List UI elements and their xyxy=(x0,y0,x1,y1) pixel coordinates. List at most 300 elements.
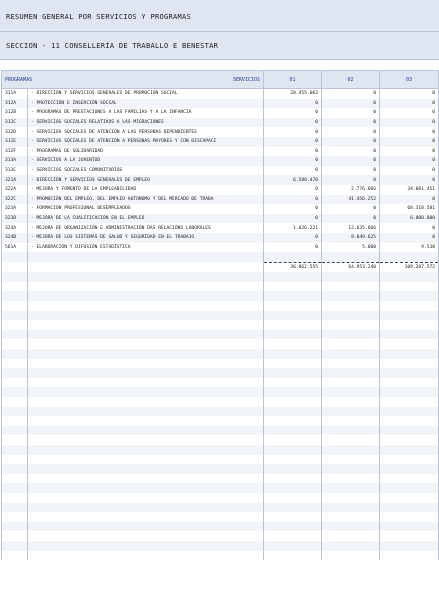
amount-03: 0 xyxy=(380,156,439,166)
program-description: - PROGRAMAS DE SOLIDARIDAD xyxy=(28,147,264,157)
empty-cell xyxy=(264,272,322,282)
empty-row xyxy=(2,291,439,301)
empty-cell xyxy=(380,320,439,330)
empty-cell xyxy=(380,378,439,388)
empty-row xyxy=(2,339,439,349)
empty-cell xyxy=(322,397,380,407)
amount-02: 0 xyxy=(322,108,380,118)
table-body xyxy=(2,89,439,561)
table-row xyxy=(2,214,439,224)
empty-cell xyxy=(28,455,264,465)
empty-cell xyxy=(322,272,380,282)
empty-cell xyxy=(380,493,439,503)
empty-cell xyxy=(2,339,28,349)
empty-cell xyxy=(264,455,322,465)
empty-cell xyxy=(28,359,264,369)
empty-cell xyxy=(380,426,439,436)
empty-cell xyxy=(322,522,380,532)
column-header-02: 02 xyxy=(322,71,380,89)
table-row xyxy=(2,195,439,205)
empty-cell xyxy=(322,407,380,417)
empty-row xyxy=(2,522,439,532)
empty-cell xyxy=(28,272,264,282)
program-description: - SERVICIOS SOCIALES RELATIVOS A LAS MIGRACIONES xyxy=(28,118,264,128)
servicios-header: SERVICIOS xyxy=(232,77,260,83)
empty-cell xyxy=(322,493,380,503)
amount-03: 6.000.000 xyxy=(380,214,439,224)
empty-cell xyxy=(28,311,264,321)
table-row xyxy=(2,204,439,214)
empty-cell xyxy=(2,512,28,522)
amount-01: 28.455.063 xyxy=(264,89,322,99)
table-row xyxy=(2,175,439,185)
amount-02: 0 xyxy=(322,175,380,185)
amount-02: 12.635.666 xyxy=(322,223,380,233)
empty-cell xyxy=(322,311,380,321)
empty-cell xyxy=(2,522,28,532)
empty-cell xyxy=(2,407,28,417)
empty-cell xyxy=(322,282,380,292)
empty-cell xyxy=(28,397,264,407)
amount-02: 0 xyxy=(322,118,380,128)
empty-cell xyxy=(380,311,439,321)
program-code: 324B xyxy=(2,233,28,243)
amount-02: 0 xyxy=(322,156,380,166)
empty-cell xyxy=(2,262,28,272)
program-code: 312E xyxy=(2,137,28,147)
empty-cell xyxy=(322,474,380,484)
column-header-03: 03 xyxy=(380,71,439,89)
empty-cell xyxy=(264,311,322,321)
table-row xyxy=(2,118,439,128)
empty-cell xyxy=(264,416,322,426)
amount-01: 0 xyxy=(264,195,322,205)
empty-cell xyxy=(28,474,264,484)
empty-cell xyxy=(322,435,380,445)
empty-cell xyxy=(264,349,322,359)
empty-row xyxy=(2,349,439,359)
empty-cell xyxy=(264,282,322,292)
program-code: 312D xyxy=(2,127,28,137)
total-01: 36.062.555 xyxy=(264,262,322,272)
empty-row xyxy=(2,493,439,503)
table-row xyxy=(2,185,439,195)
empty-cell xyxy=(2,397,28,407)
empty-cell xyxy=(380,483,439,493)
empty-cell xyxy=(2,416,28,426)
amount-02: 0 xyxy=(322,204,380,214)
empty-row xyxy=(2,512,439,522)
empty-row xyxy=(2,483,439,493)
program-description: - FORMACIÓN PROFESIONAL DESEMPLEADOS xyxy=(28,204,264,214)
empty-cell xyxy=(264,320,322,330)
empty-cell xyxy=(28,252,264,262)
totals-row xyxy=(2,262,439,272)
total-03: 109.207.572 xyxy=(380,262,439,272)
table-row xyxy=(2,89,439,99)
empty-cell xyxy=(322,551,380,561)
program-description: - ELABORACIÓN Y DIFUSIÓN ESTADÍSTICA xyxy=(28,243,264,253)
amount-03: 0 xyxy=(380,147,439,157)
empty-cell xyxy=(380,551,439,561)
empty-cell xyxy=(2,551,28,561)
empty-cell xyxy=(264,339,322,349)
empty-cell xyxy=(380,512,439,522)
program-description: - SERVICIOS A LA JUVENTUD xyxy=(28,156,264,166)
report-title: RESUMEN GENERAL POR SERVICIOS Y PROGRAMAS xyxy=(6,13,192,21)
empty-cell xyxy=(380,531,439,541)
empty-row xyxy=(2,551,439,561)
program-description: - SERVICIOS SOCIALES DE ATENCIÓN A LAS PERSONAS DEPENDIENTES xyxy=(28,127,264,137)
empty-cell xyxy=(264,512,322,522)
empty-row xyxy=(2,282,439,292)
empty-cell xyxy=(322,339,380,349)
empty-cell xyxy=(380,330,439,340)
empty-cell xyxy=(28,445,264,455)
amount-03: 68.318.581 xyxy=(380,204,439,214)
report-title-bar xyxy=(0,0,439,32)
empty-cell xyxy=(322,455,380,465)
table-header-row xyxy=(2,71,439,89)
empty-cell xyxy=(28,330,264,340)
empty-cell xyxy=(380,474,439,484)
empty-cell xyxy=(28,512,264,522)
program-code: 313C xyxy=(2,166,28,176)
empty-cell xyxy=(264,474,322,484)
empty-cell xyxy=(380,464,439,474)
empty-cell xyxy=(264,483,322,493)
empty-cell xyxy=(322,378,380,388)
empty-cell xyxy=(380,407,439,417)
empty-cell xyxy=(322,503,380,513)
empty-cell xyxy=(2,483,28,493)
program-code: 312C xyxy=(2,118,28,128)
empty-cell xyxy=(2,272,28,282)
program-code: 321A xyxy=(2,175,28,185)
program-code: 322C xyxy=(2,195,28,205)
empty-cell xyxy=(28,426,264,436)
empty-cell xyxy=(380,339,439,349)
empty-row xyxy=(2,272,439,282)
empty-row xyxy=(2,330,439,340)
empty-cell xyxy=(264,445,322,455)
empty-row xyxy=(2,541,439,551)
empty-row xyxy=(2,531,439,541)
empty-cell xyxy=(28,541,264,551)
empty-cell xyxy=(380,282,439,292)
empty-cell xyxy=(380,503,439,513)
empty-cell xyxy=(28,262,264,272)
amount-03: 0 xyxy=(380,166,439,176)
empty-cell xyxy=(2,359,28,369)
amount-01: 0 xyxy=(264,156,322,166)
programas-header: PROGRAMAS xyxy=(5,76,33,83)
empty-cell xyxy=(28,416,264,426)
program-code: 312B xyxy=(2,108,28,118)
amount-01: 0 xyxy=(264,204,322,214)
empty-cell xyxy=(28,464,264,474)
program-description: - MEJORA DE LA CUALIFICACIÓN EN EL EMPLEO xyxy=(28,214,264,224)
empty-cell xyxy=(28,291,264,301)
column-header-01: 01 xyxy=(264,71,322,89)
table-row xyxy=(2,137,439,147)
program-description: - MEJORA DE ORGANIZACIÓN E ADMINISTRACIÓN DAS RELACIÓNS LABORALES xyxy=(28,223,264,233)
amount-01: 0 xyxy=(264,147,322,157)
empty-cell xyxy=(2,464,28,474)
section-title: SECCION - 11 CONSELLERÍA DE TRABALLO E BENESTAR xyxy=(6,42,219,50)
empty-cell xyxy=(380,416,439,426)
amount-01: 0 xyxy=(264,108,322,118)
empty-cell xyxy=(264,407,322,417)
empty-cell xyxy=(380,252,439,262)
amount-01: 0 xyxy=(264,233,322,243)
amount-03: 0 xyxy=(380,108,439,118)
empty-cell xyxy=(28,349,264,359)
section-bar xyxy=(0,32,439,60)
empty-cell xyxy=(28,531,264,541)
empty-cell xyxy=(264,387,322,397)
amount-03: 0 xyxy=(380,99,439,109)
empty-row xyxy=(2,311,439,321)
empty-cell xyxy=(28,339,264,349)
empty-cell xyxy=(264,435,322,445)
empty-cell xyxy=(2,541,28,551)
programas-servicios-header xyxy=(2,71,264,89)
empty-cell xyxy=(2,426,28,436)
empty-row xyxy=(2,378,439,388)
empty-cell xyxy=(380,359,439,369)
empty-cell xyxy=(28,378,264,388)
program-description: - MEJORA DE LOS SISTEMAS DE SALUD Y SEGURIDAD EN EL TRABAJO xyxy=(28,233,264,243)
empty-cell xyxy=(264,541,322,551)
amount-02: 0 xyxy=(322,166,380,176)
empty-cell xyxy=(322,416,380,426)
empty-cell xyxy=(322,368,380,378)
empty-cell xyxy=(2,435,28,445)
empty-cell xyxy=(28,320,264,330)
amount-02: 0 xyxy=(322,147,380,157)
empty-cell xyxy=(2,330,28,340)
amount-03: 0 xyxy=(380,233,439,243)
empty-cell xyxy=(2,445,28,455)
table-row xyxy=(2,223,439,233)
empty-row xyxy=(2,435,439,445)
empty-cell xyxy=(264,252,322,262)
empty-cell xyxy=(2,387,28,397)
empty-cell xyxy=(322,512,380,522)
empty-cell xyxy=(322,320,380,330)
empty-cell xyxy=(322,483,380,493)
table-row xyxy=(2,147,439,157)
empty-cell xyxy=(322,445,380,455)
program-code: 312A xyxy=(2,99,28,109)
empty-cell xyxy=(28,387,264,397)
amount-01: 1.026.221 xyxy=(264,223,322,233)
empty-cell xyxy=(28,368,264,378)
empty-cell xyxy=(380,349,439,359)
empty-cell xyxy=(322,359,380,369)
empty-cell xyxy=(322,464,380,474)
empty-cell xyxy=(28,551,264,561)
empty-cell xyxy=(322,349,380,359)
empty-cell xyxy=(2,301,28,311)
empty-cell xyxy=(2,252,28,262)
empty-cell xyxy=(380,291,439,301)
empty-cell xyxy=(264,503,322,513)
empty-cell xyxy=(322,531,380,541)
program-description: - DIRECCIÓN Y SERVICIOS GENERALES DE PROMOCIÓN SOCIAL xyxy=(28,89,264,99)
empty-cell xyxy=(380,301,439,311)
total-02: 64.953.240 xyxy=(322,262,380,272)
empty-cell xyxy=(380,397,439,407)
empty-row xyxy=(2,445,439,455)
amount-02: 0 xyxy=(322,137,380,147)
amount-02: 0 xyxy=(322,89,380,99)
empty-row xyxy=(2,397,439,407)
table-row xyxy=(2,99,439,109)
empty-cell xyxy=(2,291,28,301)
amount-03: 9.530 xyxy=(380,243,439,253)
empty-cell xyxy=(264,493,322,503)
empty-cell xyxy=(28,503,264,513)
amount-02: 41.456.252 xyxy=(322,195,380,205)
program-code: 322A xyxy=(2,185,28,195)
empty-cell xyxy=(2,378,28,388)
program-code: 313A xyxy=(2,156,28,166)
amount-01: 0 xyxy=(264,214,322,224)
empty-row xyxy=(2,301,439,311)
empty-row xyxy=(2,464,439,474)
empty-cell xyxy=(264,368,322,378)
program-code: 323A xyxy=(2,204,28,214)
table-row xyxy=(2,166,439,176)
amount-01: 0 xyxy=(264,118,322,128)
amount-03: 0 xyxy=(380,137,439,147)
empty-cell xyxy=(2,493,28,503)
amount-01: 6.580.470 xyxy=(264,175,322,185)
empty-cell xyxy=(28,407,264,417)
empty-cell xyxy=(264,291,322,301)
empty-cell xyxy=(2,455,28,465)
amount-02: 0 xyxy=(322,99,380,109)
program-description: - DIRECCIÓN Y SERVICIOS GENERALES DE EMPLEO xyxy=(28,175,264,185)
table-row xyxy=(2,233,439,243)
amount-03: 0 xyxy=(380,127,439,137)
summary-table xyxy=(1,70,439,560)
empty-cell xyxy=(322,291,380,301)
empty-cell xyxy=(264,330,322,340)
table-row xyxy=(2,108,439,118)
spacer-row xyxy=(2,252,439,262)
program-description: - MEJORA Y FOMENTO DE LA EMPLEABILIDAD xyxy=(28,185,264,195)
table-row xyxy=(2,243,439,253)
empty-cell xyxy=(28,493,264,503)
program-description: - PROMOCIÓN DEL EMPLEO, DEL EMPLEO AUTÓNOMO Y DEL MERCADO DE TRABA xyxy=(28,195,264,205)
empty-row xyxy=(2,503,439,513)
amount-03: 0 xyxy=(380,175,439,185)
empty-cell xyxy=(380,435,439,445)
empty-cell xyxy=(28,483,264,493)
empty-row xyxy=(2,407,439,417)
empty-cell xyxy=(28,282,264,292)
empty-cell xyxy=(2,349,28,359)
empty-row xyxy=(2,320,439,330)
empty-cell xyxy=(264,378,322,388)
program-description: - SERVICIOS SOCIALES DE ATENCIÓN A PERSONAS MAYORES Y CON DISCAPACI xyxy=(28,137,264,147)
amount-01: 0 xyxy=(264,137,322,147)
table-row xyxy=(2,127,439,137)
program-code: 312F xyxy=(2,147,28,157)
amount-03: 0 xyxy=(380,195,439,205)
empty-row xyxy=(2,455,439,465)
empty-cell xyxy=(380,387,439,397)
program-description: - PROTECCIÓN E INSERCIÓN SOCIAL xyxy=(28,99,264,109)
empty-cell xyxy=(380,455,439,465)
empty-cell xyxy=(264,359,322,369)
amount-02: 2.776.666 xyxy=(322,185,380,195)
empty-cell xyxy=(2,531,28,541)
empty-cell xyxy=(322,252,380,262)
empty-cell xyxy=(264,397,322,407)
empty-cell xyxy=(2,474,28,484)
empty-cell xyxy=(380,272,439,282)
empty-cell xyxy=(2,320,28,330)
empty-row xyxy=(2,368,439,378)
empty-cell xyxy=(264,531,322,541)
empty-row xyxy=(2,359,439,369)
amount-03: 34.081.451 xyxy=(380,185,439,195)
empty-row xyxy=(2,474,439,484)
empty-row xyxy=(2,416,439,426)
amount-03: 0 xyxy=(380,118,439,128)
amount-01: 0 xyxy=(264,99,322,109)
amount-01: 0 xyxy=(264,185,322,195)
amount-02: 0 xyxy=(322,214,380,224)
empty-cell xyxy=(380,445,439,455)
program-code: 324A xyxy=(2,223,28,233)
empty-cell xyxy=(2,368,28,378)
empty-cell xyxy=(264,464,322,474)
empty-cell xyxy=(2,503,28,513)
empty-cell xyxy=(264,301,322,311)
empty-cell xyxy=(264,522,322,532)
amount-03: 0 xyxy=(380,89,439,99)
amount-02: 0 xyxy=(322,127,380,137)
empty-cell xyxy=(322,541,380,551)
empty-cell xyxy=(28,435,264,445)
table-row xyxy=(2,156,439,166)
empty-cell xyxy=(380,522,439,532)
amount-01: 0 xyxy=(264,127,322,137)
program-code: 323B xyxy=(2,214,28,224)
amount-01: 0 xyxy=(264,166,322,176)
empty-cell xyxy=(28,301,264,311)
empty-cell xyxy=(380,368,439,378)
amount-02: 8.049.625 xyxy=(322,233,380,243)
empty-cell xyxy=(2,311,28,321)
empty-cell xyxy=(380,541,439,551)
empty-cell xyxy=(322,387,380,397)
empty-row xyxy=(2,426,439,436)
empty-cell xyxy=(2,282,28,292)
program-code: 561A xyxy=(2,243,28,253)
empty-cell xyxy=(322,426,380,436)
amount-02: 5.000 xyxy=(322,243,380,253)
empty-cell xyxy=(28,522,264,532)
program-description: - PROGRAMAS DE PRESTACIONES A LAS FAMILIAS Y A LA INFANCIA xyxy=(28,108,264,118)
empty-cell xyxy=(322,301,380,311)
amount-01: 0 xyxy=(264,243,322,253)
